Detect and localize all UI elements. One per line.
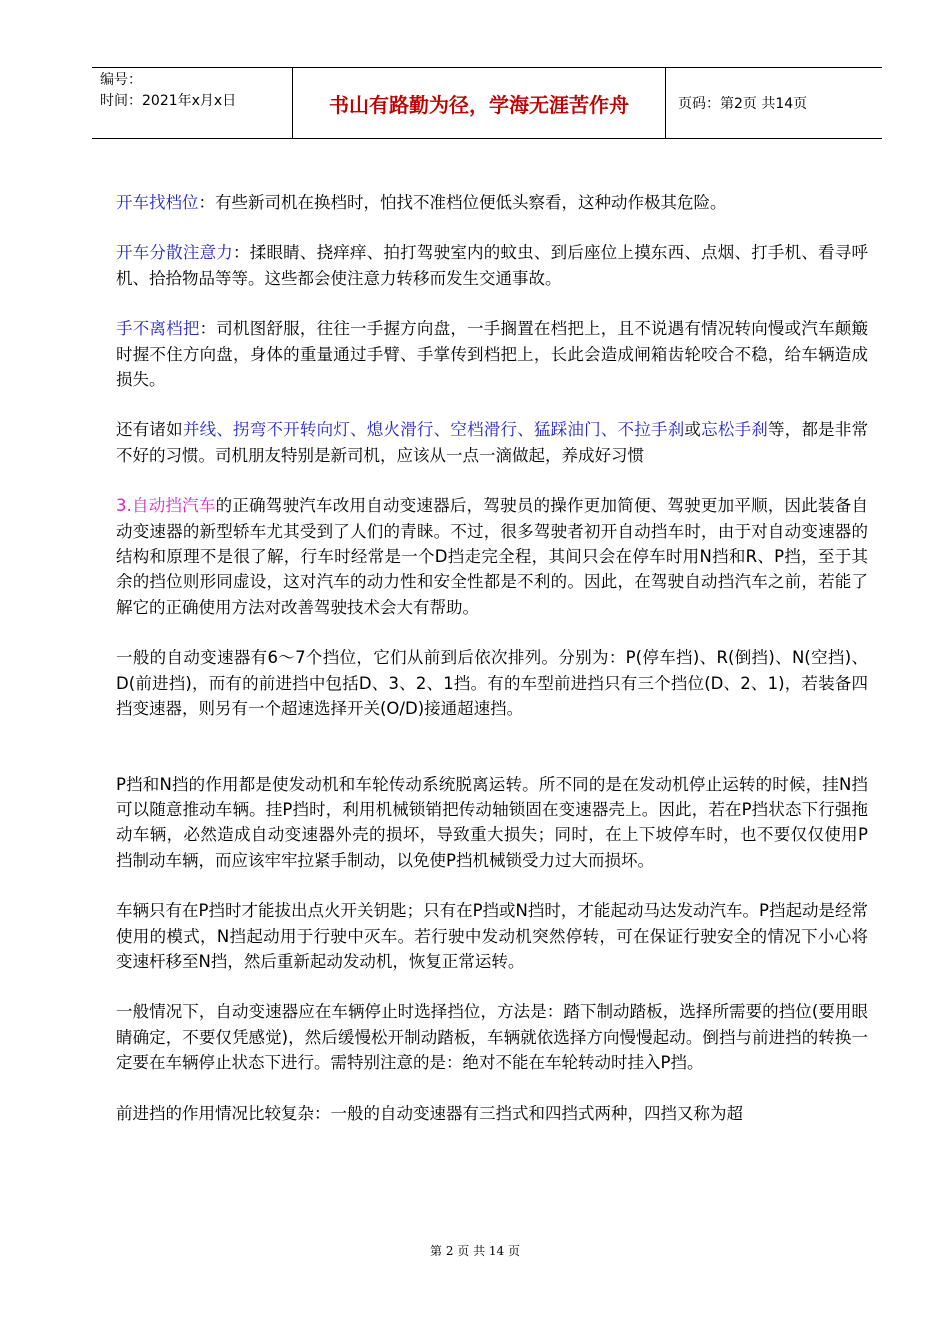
term-1: 开车找档位 (116, 193, 199, 212)
term-3: 手不离档把 (116, 319, 200, 339)
page-header (92, 67, 882, 139)
term-link[interactable]: 拐弯不开转向灯 (233, 420, 351, 440)
code-label: 编号： (100, 72, 142, 88)
paragraph-9: 一般情况下，自动变速器应在车辆停止时选择挡位，方法是：踏下制动踏板，选择所需要的挡位(要用眼睛确定，不要仅凭感觉)，然后缓慢松开制动踏板，车辆就依选择方向慢慢起动。倒挡与前进挡的转换一定要在车辆停止状态下进行。需特别注意的是：绝对不能在车轮转动时挂入P挡。 (116, 1002, 868, 1073)
paragraph-5: 3.自动挡汽车的正确驾驶汽车改用自动变速器后，驾驶员的操作更加简便、驾驶更加平顺，因此装备自动变速器的新型轿车尤其受到了人们的青睐。不过，很多驾驶者初开自动挡车时，由于对自动变速器的结构和原理不是很了解，行车时经常是一个D挡走完全程，其间只会在停车时用N挡和R、P挡，至于其余的挡位则形同虚设，这对汽车的动力性和安全性都是不利的。因此，在驾驶自动挡汽车之前，若能了解它的正确使用方法对改善驾驶技术会大有帮助。 (116, 496, 868, 617)
term-link[interactable]: 空档滑行 (450, 420, 518, 440)
paragraph-2: 开车分散注意力：揉眼睛、挠痒痒、拍打驾驶室内的蚊虫、到后座位上摸东西、点烟、打手机、看寻呼机、拾拾物品等等。这些都会使注意力转移而发生交通事故。 (116, 243, 869, 288)
paragraph-7: P挡和N挡的作用都是使发动机和车轮传动系统脱离运转。所不同的是在发动机停止运转的时候，挂N挡可以随意推动车辆。挂P挡时，利用机械锁销把传动轴锁固在变速器壳上。因此，若在P挡状态下行强拖动车辆，必然造成自动变速器外壳的损坏，导致重大损失；同时，在上下坡停车时，也不要仅仅使用P挡制动车辆，而应该牢牢拉紧手制动，以免使P挡机械锁受力过大而损坏。 (116, 774, 868, 870)
section-term[interactable]: 3.自动挡汽车 (116, 496, 216, 516)
paragraph-6: 一般的自动变速器有6～7个挡位，它们从前到后依次排列。分别为：P(停车挡)、R(倒挡)、N(空挡)、D(前进挡)，而有的前进挡中包括D、3、2、1挡。有的车型前进挡只有三个挡位(D、2、1)，若装备四挡变速器，则另有一个超速选择开关(O/D)接通超速挡。 (116, 648, 868, 719)
paragraph-10: 前进挡的作用情况比较复杂：一般的自动变速器有三挡式和四挡式两种，四挡又称为超 (116, 1103, 743, 1123)
paragraph-4: 还有诸如并线、拐弯不开转向灯、熄火滑行、空档滑行、猛踩油门、不拉手刹或忘松手刹等，都是非常不好的习惯。司机朋友特别是新司机，应该从一点一滴做起，养成好习惯 (116, 420, 869, 465)
term-link[interactable]: 不拉手刹 (617, 420, 685, 440)
header-motto: 书山有路勤为径，学海无涯苦作舟 (293, 68, 666, 138)
paragraph-3: 手不离档把：司机图舒服，往往一手握方向盘，一手搁置在档把上，且不说遇有情况转向慢或汽车颠簸时握不住方向盘，身体的重量通过手臂、手掌传到档把上，长此会造成闸箱齿轮咬合不稳，给车辆造成损失。 (116, 319, 869, 390)
term-link[interactable]: 猛踩油门 (533, 420, 601, 440)
page-footer: 第 2 页 共 14 页 (430, 1244, 520, 1258)
term-2: 开车分散注意力 (116, 243, 234, 263)
document-body (116, 190, 868, 1151)
paragraph-8: 车辆只有在P挡时才能拔出点火开关钥匙；只有在P挡或N挡时，才能起动马达发动汽车。P挡起动是经常使用的模式，N挡起动用于行驶中灭车。若行驶中发动机突然停转，可在保证行驶安全的情况下小心将变速杆移至N挡，然后重新起动发动机，恢复正常运转。 (116, 901, 868, 971)
paragraph-1: 开车找档位：有些新司机在换档时，怕找不准档位便低头察看，这种动作极其危险。 (116, 193, 727, 212)
term-link[interactable]: 忘松手刹 (701, 420, 769, 440)
term-link[interactable]: 熄火滑行 (366, 420, 434, 440)
header-page-number: 页码：第2页 共14页 (678, 96, 808, 112)
time-label: 时间：2021年x月x日 (100, 93, 237, 109)
term-link[interactable]: 并线 (182, 420, 217, 440)
header-meta (92, 68, 293, 138)
